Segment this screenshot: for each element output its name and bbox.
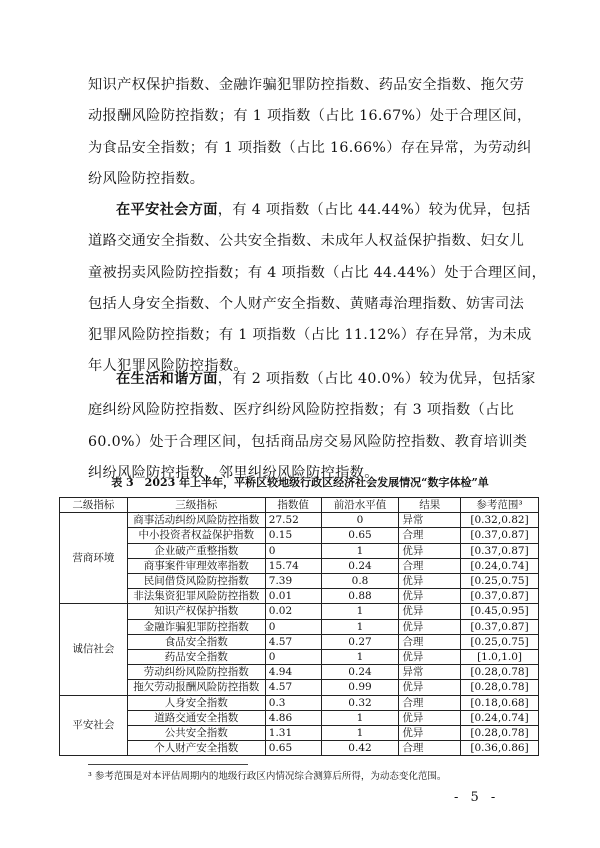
table-row <box>60 619 539 634</box>
table-row <box>60 695 539 710</box>
group-cell: 平安社会 <box>60 695 128 756</box>
result-cell: 合理 <box>399 558 461 573</box>
indicator-cell: 非法集资犯罪风险防控指数 <box>127 589 265 604</box>
table-header-row <box>60 498 539 513</box>
result-cell: 合理 <box>399 741 461 756</box>
footnote: ³ 参考范围是对本评估周期内的地级行政区内情况综合测算后所得，为动态变化范围。 <box>88 771 447 782</box>
text-line: 动报酬风险防控指数；有 1 项指数（占比 16.67%）处于合理区间， <box>88 108 532 125</box>
result-cell: 优异 <box>399 650 461 665</box>
table-body <box>60 513 539 756</box>
result-cell: 优异 <box>399 543 461 558</box>
value-cell: 4.94 <box>265 665 321 680</box>
value-cell: 0.3 <box>265 695 321 710</box>
value-cell: 4.57 <box>265 634 321 649</box>
result-cell: 合理 <box>399 695 461 710</box>
frontier-cell: 1 <box>321 710 399 725</box>
result-cell: 优异 <box>399 619 461 634</box>
frontier-cell: 0.99 <box>321 680 399 695</box>
text-line: 年人犯罪风险防控指数。 <box>88 358 248 375</box>
value-cell: 7.39 <box>265 574 321 589</box>
frontier-cell: 0.24 <box>321 665 399 680</box>
result-cell: 合理 <box>399 634 461 649</box>
range-cell: [0.25,0.75] <box>461 574 539 589</box>
range-cell: [0.32,0.82] <box>461 513 539 528</box>
range-cell: [0.18,0.68] <box>461 695 539 710</box>
indicator-cell: 知识产权保护指数 <box>127 604 265 619</box>
result-cell: 优异 <box>399 710 461 725</box>
frontier-cell: 0.42 <box>321 741 399 756</box>
result-cell: 合理 <box>399 528 461 543</box>
paragraph-lead: 在平安社会方面 <box>116 202 218 218</box>
range-cell: [0.24,0.74] <box>461 558 539 573</box>
text-line: 60.0%）处于合理区间，包括商品房交易风险防控指数、教育培训类 <box>88 433 528 450</box>
range-cell: [0.28,0.78] <box>461 680 539 695</box>
frontier-cell: 1 <box>321 604 399 619</box>
value-cell: 0.65 <box>265 741 321 756</box>
range-cell: [0.37,0.87] <box>461 543 539 558</box>
header-level2: 二级指标 <box>60 498 128 513</box>
value-cell: 0.02 <box>265 604 321 619</box>
indicator-cell: 民间借贷风险防控指数 <box>127 574 265 589</box>
table-row <box>60 710 539 725</box>
value-cell: 0 <box>265 543 321 558</box>
range-cell: [0.37,0.87] <box>461 528 539 543</box>
header-range: 参考范围³ <box>461 498 539 513</box>
value-cell: 1.31 <box>265 726 321 741</box>
range-cell: [0.28,0.78] <box>461 726 539 741</box>
range-cell: [0.25,0.75] <box>461 634 539 649</box>
table-row <box>60 589 539 604</box>
table-row <box>60 543 539 558</box>
indicator-cell: 金融诈骗犯罪防控指数 <box>127 619 265 634</box>
table-row <box>60 574 539 589</box>
text-line <box>88 364 536 395</box>
header-result: 结果 <box>399 498 461 513</box>
result-cell: 优异 <box>399 574 461 589</box>
result-cell: 优异 <box>399 589 461 604</box>
indicator-cell: 劳动纠纷风险防控指数 <box>127 665 265 680</box>
group-cell: 诚信社会 <box>60 604 128 695</box>
value-cell: 0 <box>265 619 321 634</box>
value-cell: 4.57 <box>265 680 321 695</box>
table-row <box>60 741 539 756</box>
text-line <box>88 195 531 226</box>
range-cell: [0.24,0.74] <box>461 710 539 725</box>
value-cell: 27.52 <box>265 513 321 528</box>
range-cell: [0.37,0.87] <box>461 619 539 634</box>
paragraph-integrity-summary <box>88 70 532 195</box>
frontier-cell: 0.8 <box>321 574 399 589</box>
group-cell: 营商环境 <box>60 513 128 604</box>
value-cell: 4.86 <box>265 710 321 725</box>
result-cell: 优异 <box>399 680 461 695</box>
frontier-cell: 1 <box>321 650 399 665</box>
paragraph-safe-society <box>88 195 547 383</box>
range-cell: [1.0,1.0] <box>461 650 539 665</box>
text-line: 包括人身安全指数、个人财产安全指数、黄赌毒治理指数、妨害司法 <box>88 295 525 312</box>
table-row <box>60 634 539 649</box>
header-frontier: 前沿水平值 <box>321 498 399 513</box>
indicator-cell: 商事案件审理效率指数 <box>127 558 265 573</box>
indicator-cell: 人身安全指数 <box>127 695 265 710</box>
text-line: 知识产权保护指数、金融诈骗犯罪防控指数、药品安全指数、拖欠劳 <box>88 77 525 93</box>
value-cell: 0.01 <box>265 589 321 604</box>
digital-checkup-table <box>59 497 539 756</box>
table-row <box>60 650 539 665</box>
value-cell: 15.74 <box>265 558 321 573</box>
frontier-cell: 0 <box>321 513 399 528</box>
text-segment: ，有 4 项指数（占比 44.44%）较为优异，包括 <box>217 202 531 218</box>
indicator-cell: 拖欠劳动报酬风险防控指数 <box>127 680 265 695</box>
footnote-divider <box>88 764 248 765</box>
indicator-cell: 个人财产安全指数 <box>127 741 265 756</box>
range-cell: [0.45,0.95] <box>461 604 539 619</box>
indicator-cell: 中小投资者权益保护指数 <box>127 528 265 543</box>
range-cell: [0.37,0.87] <box>461 589 539 604</box>
text-line: 犯罪风险防控指数；有 1 项指数（占比 11.12%）存在异常，为未成 <box>88 327 532 344</box>
text-line: 童被拐卖风险防控指数；有 4 项指数（占比 44.44%）处于合理区间， <box>88 264 547 281</box>
table-row <box>60 604 539 619</box>
result-cell: 优异 <box>399 726 461 741</box>
table-row <box>60 558 539 573</box>
indicator-cell: 药品安全指数 <box>127 650 265 665</box>
frontier-cell: 0.65 <box>321 528 399 543</box>
table-caption: 表 3 2023 年上半年，平桥区较地级行政区经济社会发展情况“数字体检”单 <box>111 476 489 489</box>
text-line: 为食品安全指数；有 1 项指数（占比 16.66%）存在异常，为劳动纠 <box>88 139 532 156</box>
indicator-cell: 商事活动纠纷风险防控指数 <box>127 513 265 528</box>
table-row <box>60 528 539 543</box>
frontier-cell: 1 <box>321 543 399 558</box>
result-cell: 异常 <box>399 513 461 528</box>
result-cell: 异常 <box>399 665 461 680</box>
frontier-cell: 0.32 <box>321 695 399 710</box>
header-level3: 三级指标 <box>127 498 265 513</box>
frontier-cell: 1 <box>321 619 399 634</box>
frontier-cell: 0.24 <box>321 558 399 573</box>
table-row <box>60 726 539 741</box>
indicator-cell: 道路交通安全指数 <box>127 710 265 725</box>
text-line: 纠纷风险防控指数、邻里纠纷风险防控指数。 <box>88 464 379 481</box>
table-row <box>60 665 539 680</box>
value-cell: 0 <box>265 650 321 665</box>
text-segment: ，有 2 项指数（占比 40.0%）较为优异，包括家 <box>217 371 536 387</box>
frontier-cell: 1 <box>321 726 399 741</box>
result-cell: 优异 <box>399 604 461 619</box>
indicator-cell: 公共安全指数 <box>127 726 265 741</box>
paragraph-lead: 在生活和谐方面 <box>116 371 218 387</box>
table-row <box>60 513 539 528</box>
paragraph-harmonious-life <box>88 364 536 489</box>
text-line: 纷风险防控指数。 <box>88 170 205 187</box>
range-cell: [0.28,0.78] <box>461 665 539 680</box>
text-line: 庭纠纷风险防控指数、医疗纠纷风险防控指数；有 3 项指数（占比 <box>88 402 515 419</box>
range-cell: [0.36,0.86] <box>461 741 539 756</box>
frontier-cell: 0.27 <box>321 634 399 649</box>
text-line: 道路交通安全指数、公共安全指数、未成年人权益保护指数、妇女儿 <box>88 233 525 250</box>
indicator-cell: 企业破产重整指数 <box>127 543 265 558</box>
page-number: - 5 - <box>454 790 500 805</box>
indicator-cell: 食品安全指数 <box>127 634 265 649</box>
header-value: 指数值 <box>265 498 321 513</box>
value-cell: 0.15 <box>265 528 321 543</box>
frontier-cell: 0.88 <box>321 589 399 604</box>
table-row <box>60 680 539 695</box>
